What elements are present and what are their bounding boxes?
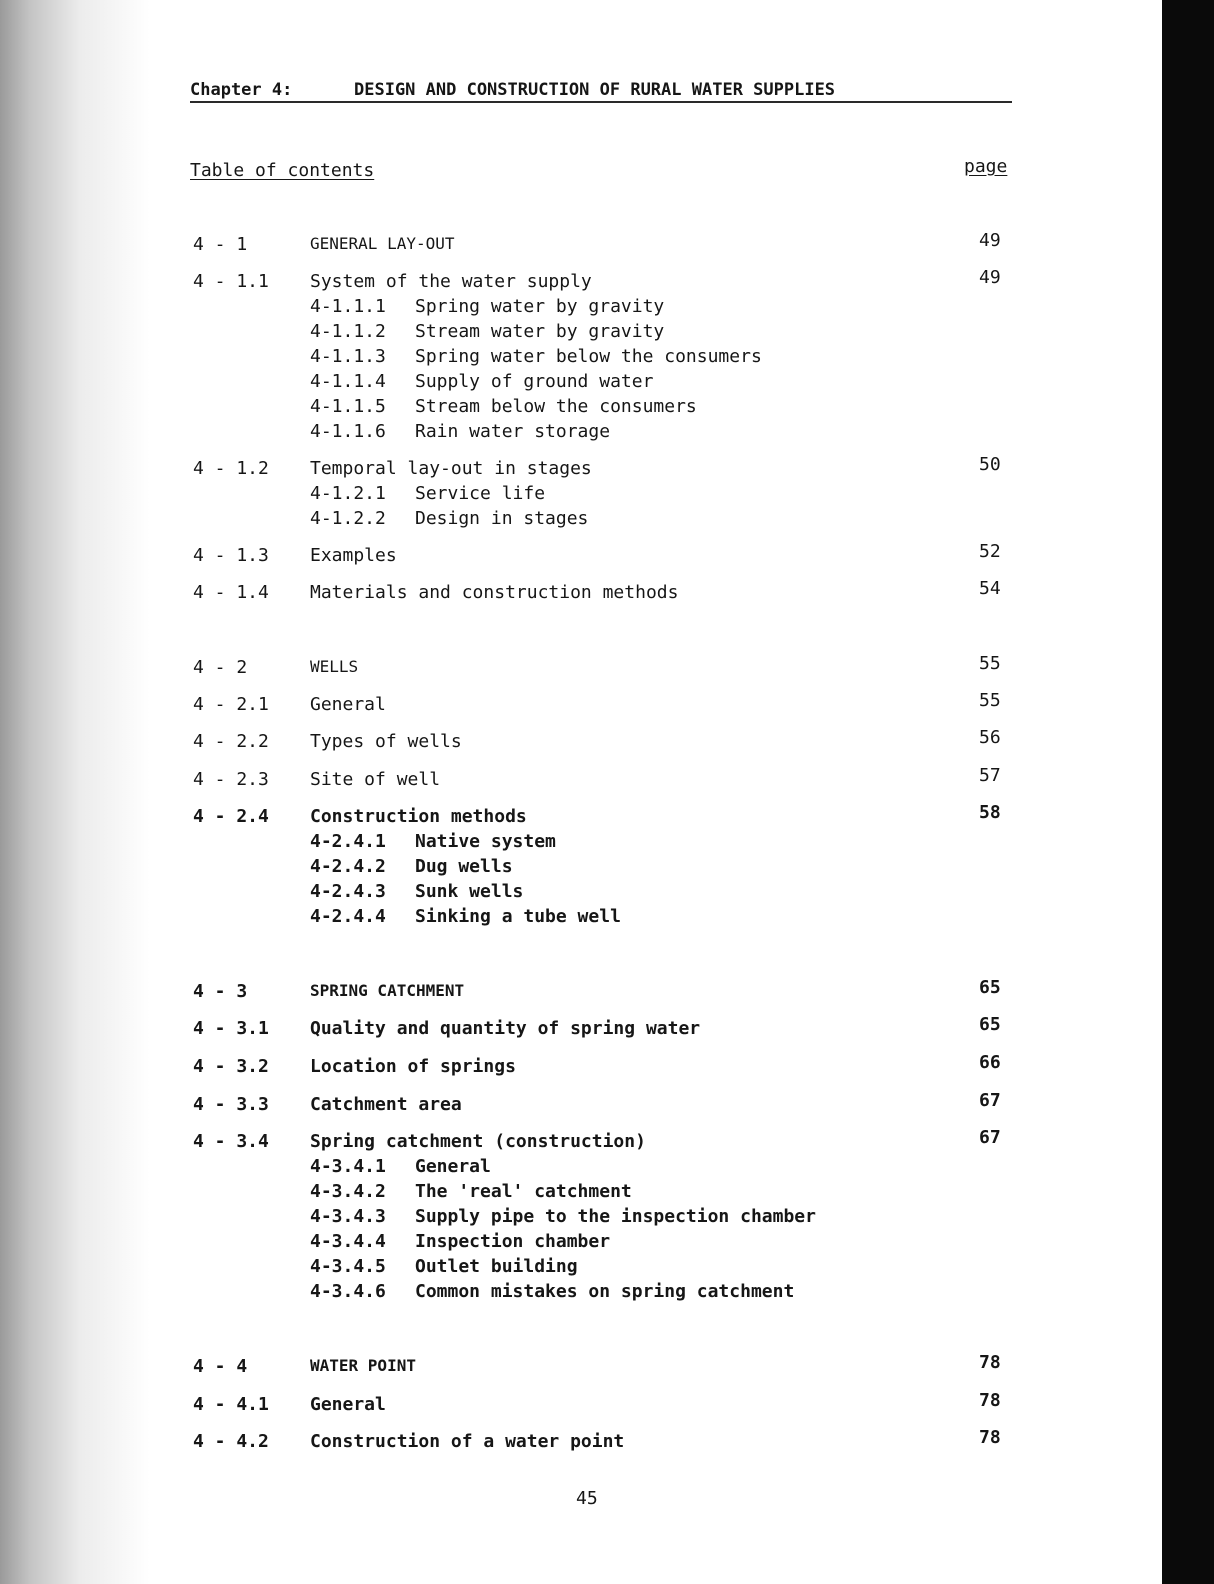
- toc-subentry-title: Spring water by gravity: [415, 296, 665, 317]
- toc-subentry-number: 4-1.1.6: [310, 421, 386, 442]
- toc-subentry: [310, 856, 621, 881]
- toc-subentry: [310, 396, 762, 421]
- toc-entry-number: 4 - 3: [193, 981, 248, 1002]
- toc-subentry-title: Supply of ground water: [415, 371, 654, 392]
- toc-entry-number: 4 - 4: [193, 1356, 248, 1377]
- toc-entry-number: 4 - 3.3: [193, 1094, 269, 1115]
- toc-entry-page: 66: [979, 1052, 1001, 1073]
- toc-entry-title: Spring catchment (construction): [310, 1131, 646, 1152]
- toc-entry-title: Site of well: [310, 769, 441, 790]
- toc-subentry-title: Sunk wells: [415, 881, 524, 902]
- toc-entry-title: Location of springs: [310, 1056, 516, 1077]
- toc-entry-page: 50: [979, 454, 1001, 475]
- toc-subentry-title: Supply pipe to the inspection chamber: [415, 1206, 816, 1227]
- toc-subentry-number: 4-1.1.5: [310, 396, 386, 417]
- toc-entry-title: System of the water supply: [310, 271, 592, 292]
- toc-entry-title: Materials and construction methods: [310, 582, 679, 603]
- toc-subentry-number: 4-1.2.1: [310, 483, 386, 504]
- toc-subentry-list: [310, 1156, 816, 1306]
- toc-entry-number: 4 - 2.4: [193, 806, 269, 827]
- toc-entry-page: 78: [979, 1390, 1001, 1411]
- toc-entry-title: SPRING CATCHMENT: [310, 981, 465, 1000]
- toc-entry-page: 65: [979, 1014, 1001, 1035]
- toc-subentry: [310, 881, 621, 906]
- toc-entry-title: Examples: [310, 545, 397, 566]
- toc-subentry-number: 4-2.4.4: [310, 906, 386, 927]
- toc-subentry: [310, 1256, 816, 1281]
- toc-entry-number: 4 - 4.1: [193, 1394, 269, 1415]
- toc-subentry: [310, 1156, 816, 1181]
- toc-subentry-title: Stream below the consumers: [415, 396, 697, 417]
- toc-entry-page: 57: [979, 765, 1001, 786]
- toc-subentry-number: 4-2.4.2: [310, 856, 386, 877]
- toc-entry-number: 4 - 1.2: [193, 458, 269, 479]
- toc-entry-number: 4 - 1.1: [193, 271, 269, 292]
- toc-entry-number: 4 - 3.1: [193, 1018, 269, 1039]
- toc-subentry-list: [310, 296, 762, 446]
- toc-entry-number: 4 - 4.2: [193, 1431, 269, 1452]
- toc-entry-number: 4 - 1: [193, 234, 248, 255]
- toc-subentry: [310, 346, 762, 371]
- toc-subentry-title: Spring water below the consumers: [415, 346, 762, 367]
- toc-subentry-title: Outlet building: [415, 1256, 578, 1277]
- toc-entry-page: 52: [979, 541, 1001, 562]
- toc-entry-title: WELLS: [310, 657, 359, 676]
- toc-subentry: [310, 1181, 816, 1206]
- toc-subentry-title: Rain water storage: [415, 421, 611, 442]
- toc-subentry-number: 4-3.4.4: [310, 1231, 386, 1252]
- toc-entry-page: 49: [979, 267, 1001, 288]
- page-number: 45: [576, 1488, 598, 1509]
- toc-entry-number: 4 - 1.4: [193, 582, 269, 603]
- toc-subentry: [310, 296, 762, 321]
- toc-subentry-title: Design in stages: [415, 508, 589, 529]
- toc-entry-title: Construction of a water point: [310, 1431, 625, 1452]
- chapter-heading: [190, 80, 1012, 100]
- toc-subentry: [310, 906, 621, 931]
- toc-subentry-title: Common mistakes on spring catchment: [415, 1281, 795, 1302]
- toc-entry-page: 78: [979, 1427, 1001, 1448]
- toc-entry-number: 4 - 2.1: [193, 694, 269, 715]
- toc-subentry-title: The 'real' catchment: [415, 1181, 632, 1202]
- toc-entry-title: General: [310, 694, 386, 715]
- toc-subentry-list: [310, 831, 621, 931]
- toc-subentry-number: 4-3.4.2: [310, 1181, 386, 1202]
- toc-subentry-number: 4-1.1.3: [310, 346, 386, 367]
- toc-entry-number: 4 - 2.3: [193, 769, 269, 790]
- toc-entry-title: WATER POINT: [310, 1356, 416, 1375]
- toc-entry-number: 4 - 1.3: [193, 545, 269, 566]
- chapter-label: Chapter 4:: [190, 80, 293, 100]
- toc-subentry: [310, 321, 762, 346]
- toc-subentry-title: Native system: [415, 831, 556, 852]
- chapter-title: DESIGN AND CONSTRUCTION OF RURAL WATER SUPPLIES: [354, 80, 836, 100]
- toc-entry-page: 55: [979, 690, 1001, 711]
- toc-subentry: [310, 831, 621, 856]
- toc-entry-page: 67: [979, 1090, 1001, 1111]
- toc-subentry: [310, 371, 762, 396]
- toc-entry-page: 78: [979, 1352, 1001, 1373]
- toc-subentry: [310, 1281, 816, 1306]
- toc-entry-page: 56: [979, 727, 1001, 748]
- toc-subentry-number: 4-1.1.1: [310, 296, 386, 317]
- toc-entry-page: 55: [979, 653, 1001, 674]
- page-column-header: page: [964, 156, 1008, 177]
- toc-entry-number: 4 - 3.4: [193, 1131, 269, 1152]
- toc-subentry-title: General: [415, 1156, 491, 1177]
- toc-entry-page: 54: [979, 578, 1001, 599]
- toc-subentry-title: Inspection chamber: [415, 1231, 611, 1252]
- toc-subentry-number: 4-1.1.4: [310, 371, 386, 392]
- toc-entry-title: General: [310, 1394, 386, 1415]
- toc-entry-title: Types of wells: [310, 731, 462, 752]
- toc-title: Table of contents: [190, 160, 375, 181]
- toc-entry-page: 58: [979, 802, 1001, 823]
- toc-subentry-number: 4-2.4.3: [310, 881, 386, 902]
- toc-entry-number: 4 - 2.2: [193, 731, 269, 752]
- toc-entry-title: Construction methods: [310, 806, 527, 827]
- toc-subentry-list: [310, 483, 588, 533]
- toc-subentry-number: 4-3.4.1: [310, 1156, 386, 1177]
- toc-subentry-number: 4-1.1.2: [310, 321, 386, 342]
- toc-subentry: [310, 483, 588, 508]
- toc-subentry: [310, 508, 588, 533]
- toc-entry-page: 67: [979, 1127, 1001, 1148]
- toc-subentry-number: 4-3.4.3: [310, 1206, 386, 1227]
- scan-border-right: [1162, 0, 1214, 1584]
- toc-entry-title: Catchment area: [310, 1094, 462, 1115]
- toc-entry-title: Temporal lay-out in stages: [310, 458, 592, 479]
- toc-entry-number: 4 - 2: [193, 657, 248, 678]
- toc-entry-page: 65: [979, 977, 1001, 998]
- toc-subentry: [310, 1231, 816, 1256]
- toc-subentry: [310, 421, 762, 446]
- toc-subentry-title: Stream water by gravity: [415, 321, 665, 342]
- toc-subentry-number: 4-3.4.6: [310, 1281, 386, 1302]
- toc-entry-page: 49: [979, 230, 1001, 251]
- toc-subentry-title: Service life: [415, 483, 546, 504]
- toc-entry-number: 4 - 3.2: [193, 1056, 269, 1077]
- chapter-underline: [190, 101, 1012, 103]
- toc-subentry-title: Sinking a tube well: [415, 906, 621, 927]
- toc-entry-title: Quality and quantity of spring water: [310, 1018, 701, 1039]
- toc-subentry-title: Dug wells: [415, 856, 513, 877]
- toc-subentry-number: 4-2.4.1: [310, 831, 386, 852]
- toc-subentry-number: 4-1.2.2: [310, 508, 386, 529]
- toc-entry-title: GENERAL LAY-OUT: [310, 234, 455, 253]
- toc-subentry: [310, 1206, 816, 1231]
- toc-subentry-number: 4-3.4.5: [310, 1256, 386, 1277]
